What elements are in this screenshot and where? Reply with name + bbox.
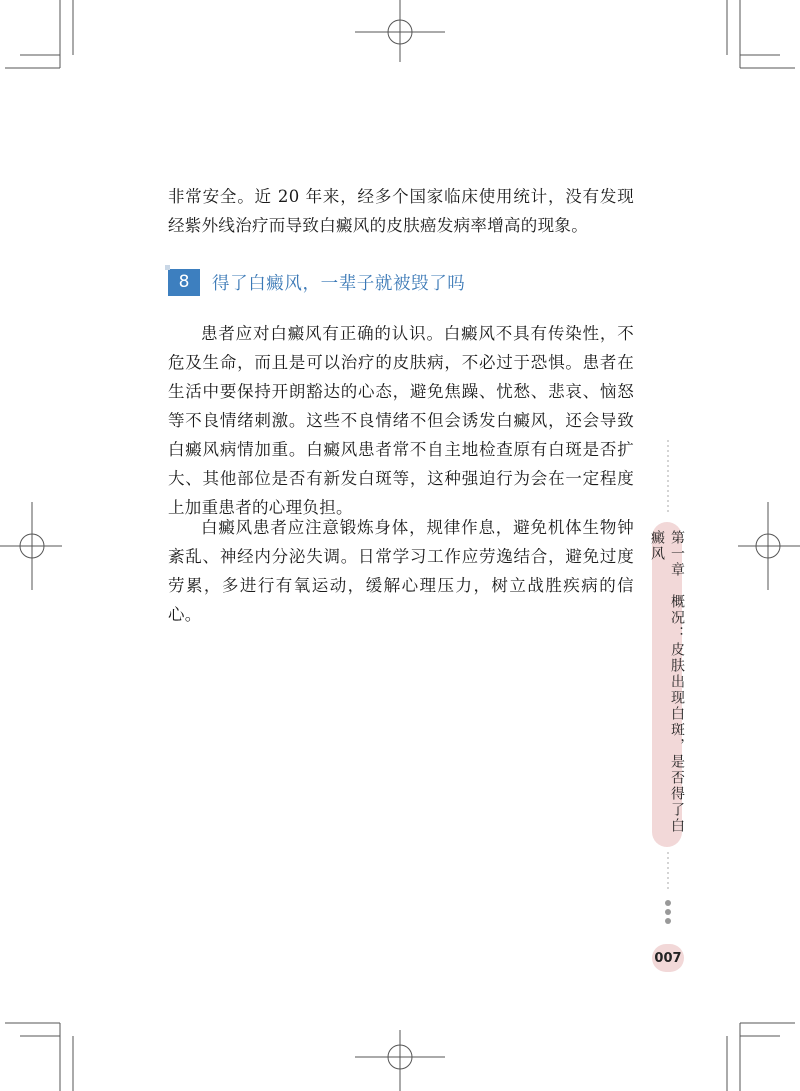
dot-icon xyxy=(665,918,671,924)
chapter-label: 第一章 概况：皮肤出现白斑，是否得了白癜风 xyxy=(649,530,685,834)
decorative-dots xyxy=(664,900,672,927)
paragraph-3: 白癜风患者应注意锻炼身体，规律作息，避免机体生物钟紊乱、神经内分泌失调。日常学习工作应劳逸结合，避免过度劳累，多进行有氧运动，缓解心理压力，树立战胜疾病的信心。 xyxy=(168,518,634,624)
section-title: 得了白癜风，一辈子就被毁了吗 xyxy=(212,273,466,294)
chapter-side-tab xyxy=(649,522,685,847)
section-heading xyxy=(168,268,465,296)
dot-icon xyxy=(665,909,671,915)
dot-icon xyxy=(665,900,671,906)
page-number: 007 xyxy=(652,944,684,972)
section-number: 8 xyxy=(168,269,200,296)
paragraph-1: 非常安全。近 20 年来，经多个国家临床使用统计，没有发现经紫外线治疗而导致白癜风的皮肤癌发病率增高的现象。 xyxy=(168,187,634,235)
paragraph-2: 患者应对白癜风有正确的认识。白癜风不具有传染性，不危及生命，而且是可以治疗的皮肤病，不必过于恐惧。患者在生活中要保持开朗豁达的心态，避免焦躁、忧愁、悲哀、恼怒等不良情绪刺激。这些不良情绪不但会诱发白癜风，还会导致白癜风病情加重。白癜风患者常不自主地检查原有白斑是否扩大、其他部位是否有新发白斑等，这种强迫行为会在一定程度上加重患者的心理负担。 xyxy=(168,324,634,517)
